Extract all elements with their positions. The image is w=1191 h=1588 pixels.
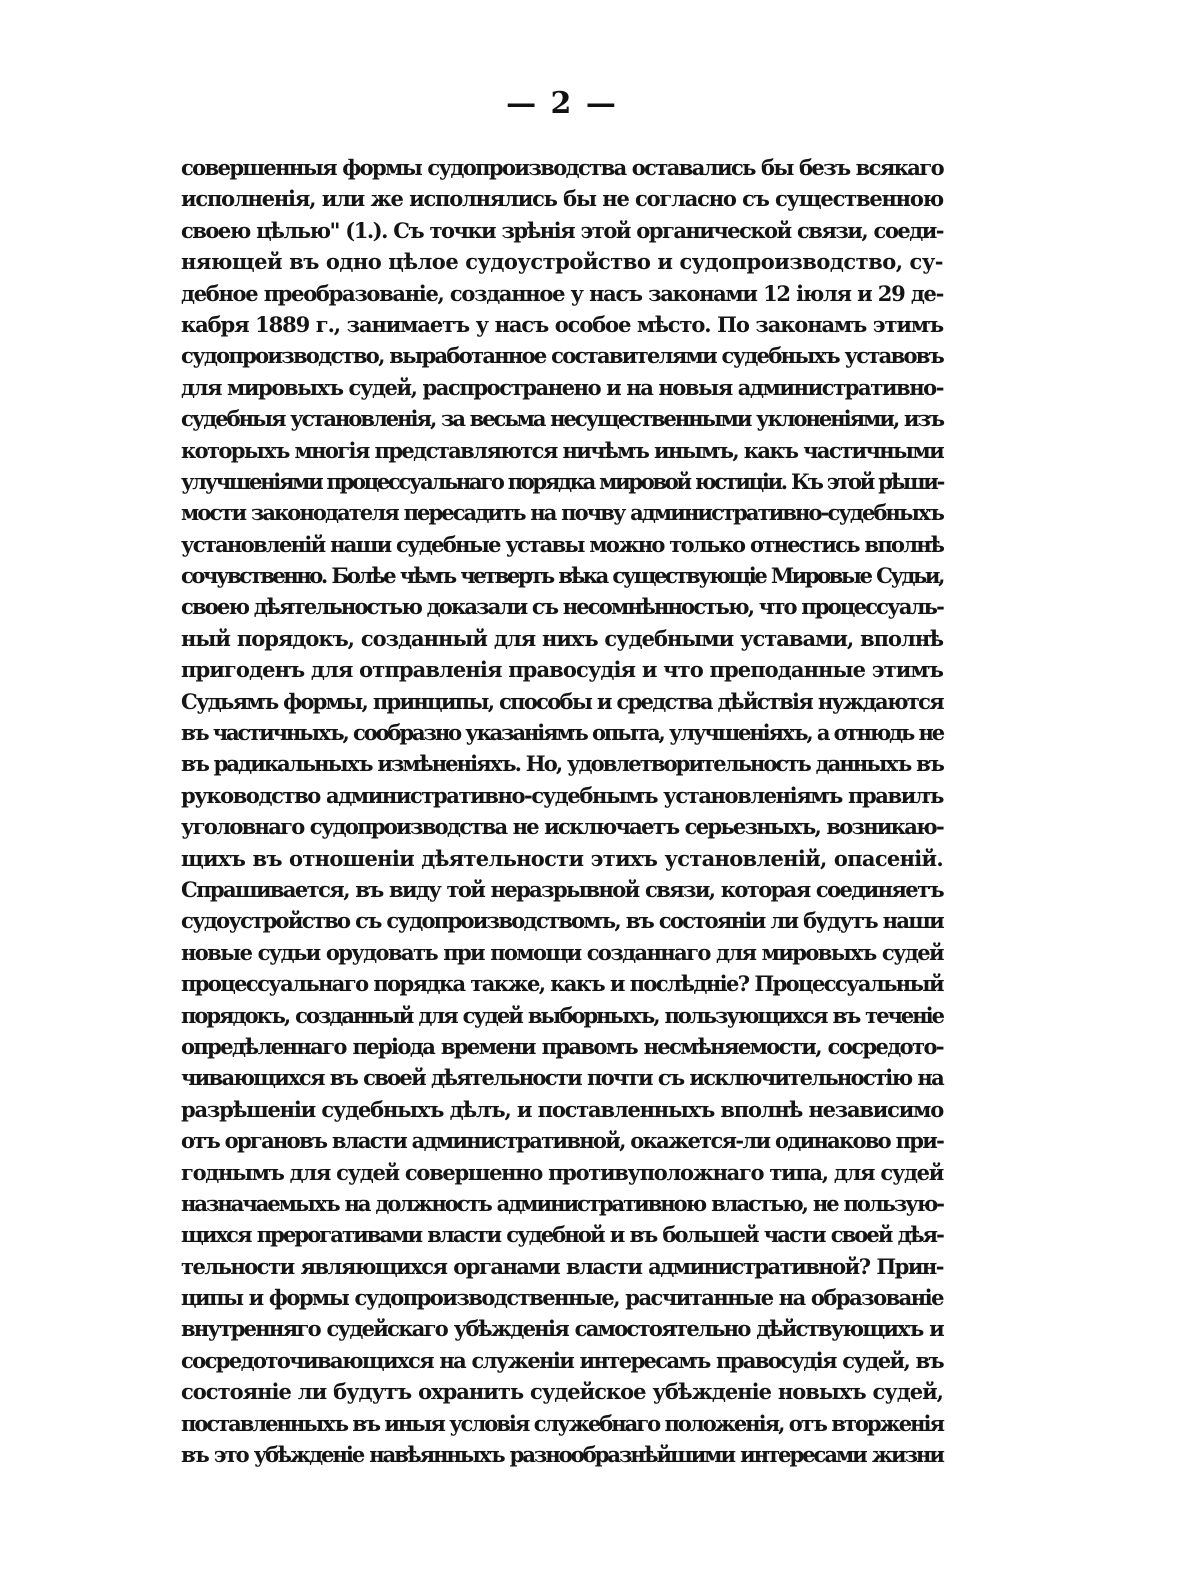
text-line: процессуальнаго порядка также, какъ и послѣдніе? Процессуальный [181, 971, 943, 997]
text-line: дебное преобразованіе, созданное у насъ законами 12 іюля и 29 де- [181, 280, 943, 306]
text-line: судопроизводство, выработанное составителями судебныхъ уставовъ [181, 343, 944, 369]
text-line: въ это убѣжденіе навѣянныхъ разнообразнѣйшими интересами жизни [181, 1442, 943, 1468]
text-line: опредѣленнаго періода времени правомъ несмѣняемости, сосредото- [181, 1033, 943, 1059]
text-line: своею цѣлью" (1.). Съ точки зрѣнія этой органической связи, соеди- [181, 217, 943, 243]
text-line: сосредоточивающихся на служеніи интересамъ правосудія судей, въ [181, 1347, 943, 1373]
text-line: кабря 1889 г., занимаетъ у насъ особое мѣсто. По законамъ этимъ [181, 311, 943, 337]
text-line: пригоденъ для отправленія правосудія и что преподанные этимъ [181, 657, 943, 683]
text-line: разрѣшеніи судебныхъ дѣлъ, и поставленныхъ вполнѣ независимо [181, 1096, 943, 1122]
text-line: новые судьи орудовать при помощи созданнаго для мировыхъ судей [181, 939, 943, 965]
text-line: совершенныя формы судопроизводства оставались бы безъ всякаго [181, 155, 943, 180]
text-line: своею дѣятельностью доказали съ несомнѣнностью, что процессуаль- [181, 594, 943, 620]
text-line: сочувственно. Болѣе чѣмъ четверть вѣка существующіе Мировые Судьи, [181, 563, 943, 589]
text-line: чивающихся въ своей дѣятельности почти съ исключительностію на [181, 1065, 943, 1091]
text-line: тельности являющихся органами власти административной? Прин- [181, 1253, 943, 1279]
body-text [181, 152, 943, 1470]
text-line: Спрашивается, въ виду той неразрывной связи, которая соединяетъ [181, 876, 943, 902]
text-line: улучшеніями процессуальнаго порядка мировой юстиціи. Къ этой рѣши- [181, 468, 943, 494]
text-line: Судьямъ формы, принципы, способы и средства дѣйствія нуждаются [181, 688, 943, 714]
text-line: установленій наши судебные уставы можно только отнестись вполнѣ [181, 531, 944, 557]
text-line: которыхъ многія представляются ничѣмъ инымъ, какъ частичными [181, 437, 944, 463]
text-line: порядокъ, созданный для судей выборныхъ, пользующихся въ теченіе [181, 1002, 943, 1028]
text-line: судоустройство съ судопроизводствомъ, въ состояніи ли будутъ наши [181, 908, 943, 934]
text-line: уголовнаго судопроизводства не исключаетъ серьезныхъ, возникаю- [181, 814, 943, 840]
text-line: отъ органовъ власти административной, окажется-ли одинаково при- [181, 1128, 944, 1154]
text-line: въ частичныхъ, сообразно указаніямъ опыта, улучшеніяхъ, а отнюдь не [181, 720, 943, 746]
text-line: для мировыхъ судей, распространено и на новыя административно- [181, 374, 944, 400]
text-line: назначаемыхъ на должность административною властью, не пользую- [181, 1190, 943, 1216]
text-line: ципы и формы судопроизводственные, расчитанные на образованіе [181, 1285, 943, 1311]
text-line: няющей въ одно цѣлое судоустройство и судопроизводство, су- [181, 249, 943, 275]
text-line: поставленныхъ въ иныя условія служебнаго положенія, отъ вторженія [181, 1410, 943, 1436]
text-line: ный порядокъ, созданный для нихъ судебными уставами, вполнѣ [181, 625, 943, 651]
text-line: судебныя установленія, за весьма несущественными уклоненіями, изъ [181, 406, 943, 432]
text-line: внутренняго судейскаго убѣжденія самостоятельно дѣйствующихъ и [181, 1316, 943, 1342]
text-line: руководство административно-судебнымъ установленіямъ правилъ [181, 782, 943, 808]
text-line: состояніе ли будутъ охранить судейское убѣжденіе новыхъ судей, [181, 1379, 943, 1405]
page-number: — 2 — [506, 86, 618, 121]
text-line: щихъ въ отношеніи дѣятельности этихъ установленій, опасеній. [181, 845, 943, 871]
text-line: въ радикальныхъ измѣненіяхъ. Но, удовлетворительность данныхъ въ [181, 751, 943, 777]
text-line: исполненія, или же исполнялись бы не согласно съ существенною [181, 186, 943, 212]
text-line: мости законодателя пересадить на почву административно-судебныхъ [181, 500, 943, 526]
text-line: годнымъ для судей совершенно противуположнаго типа, для судей [181, 1159, 943, 1185]
text-line: щихся прерогативами власти судебной и въ большей части своей дѣя- [181, 1222, 943, 1248]
